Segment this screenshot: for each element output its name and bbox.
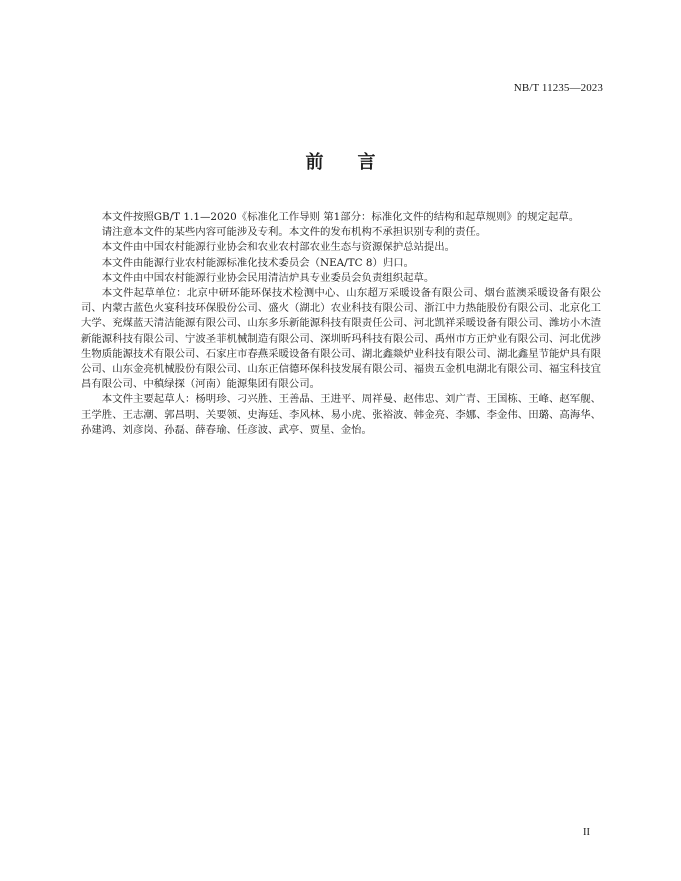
paragraph-patent-notice: 请注意本文件的某些内容可能涉及专利。本文件的发布机构不承担识别专利的责任。 — [101, 226, 487, 239]
page-title: 前言 — [305, 152, 410, 173]
paragraph-main-drafters: 本文件主要起草人：杨明珍、刁兴胜、王善晶、王进平、周祥曼、赵伟忠、刘广青、王国栋、王峰、赵军舰、王学胜、王志潮、郭昌明、关要领、史海廷、李风林、易小虎、张裕波、韩金亮、李娜、李金伟、田璐、高海华、孙建鸿、刘彦岗、孙磊、薛春瑜、任彦波、武亭、贾星、金怡。 — [81, 393, 601, 436]
paragraph-drafting-units: 本文件起草单位：北京中研环能环保技术检测中心、山东超万采暖设备有限公司、烟台蓝澳采暖设备有限公司、内蒙古蓝色火宴科技环保股份公司、盛火（湖北）农业科技有限公司、浙江中力热能股份有限公司、北京化工大学、兖煤蓝天清洁能源有限公司、山东多乐新能源科技有限责任公司、河北凯祥采暖设备有限公司、潍坊小木渣新能源科技有限公司、宁波圣菲机械制造有限公司、深圳昕玛科技有限公司、禹州市方正炉业有限公司、河北优涉生物质能源技术有限公司、石家庄市春燕采暖设备有限公司、湖北鑫燚炉业科技有限公司、湖北鑫星节能炉具有限公司、山东金亮机械股份有限公司、山东正信德环保科技发展有限公司、福贵五金机电湖北有限公司、福宝科技宜昌有限公司、中稹绿探（河南）能源集团有限公司。 — [81, 287, 601, 391]
foreword-body — [81, 210, 601, 438]
paragraph-proposed-by: 本文件由中国农村能源行业协会和农业农村部农业生态与资源保护总站提出。 — [101, 241, 456, 254]
standard-code: NB/T 11235—2023 — [513, 82, 603, 94]
paragraph-organized-by: 本文件由中国农村能源行业协会民用清洁炉具专业委员会负责组织起草。 — [101, 271, 435, 284]
paragraph-drafting-rules: 本文件按照GB/T 1.1—2020《标准化工作导则 第1部分：标准化文件的结构和起草规则》的规定起草。 — [101, 211, 580, 223]
page-number: II — [583, 827, 590, 838]
paragraph-centralized-by: 本文件由能源行业农村能源标准化技术委员会（NEA/TC 8）归口。 — [101, 256, 415, 269]
